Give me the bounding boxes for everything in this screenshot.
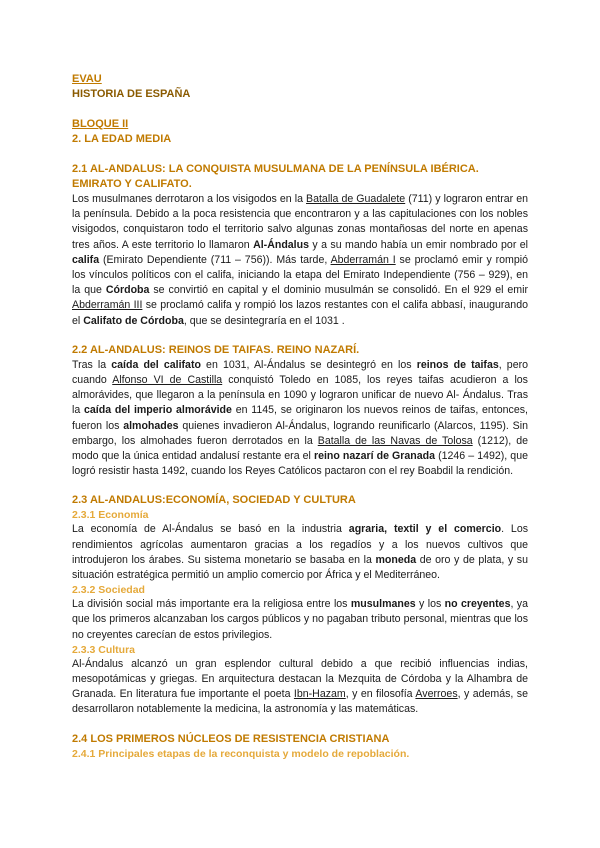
block-label: BLOQUE II — [72, 118, 129, 130]
section-2-2-paragraph: Tras la caída del califato en 1031, Al-Ándalus se desintegró en los reinos de taifas, pero cuando Alfonso VI de Castilla conquistó Toledo en 1085, los reyes taifas acudieron a los almorávides, que llegaron a la península en 1090 y lograron unificar de nuevo Al- Ándalus. Tras la caída del imperio almorávide en 1145, se originaron los nuevos reinos de taifas, entonces, fueron los almohades quienes invadieron Al-Ándalus, logrando reunificarlo (Alarcos, 1195). Sin embargo, los almohades fueron derrotados en la Batalla de las Navas de Tolosa (1212), de modo que la única entidad andalusí restante era el reino nazarí de Granada (1246 – 1492), que logró resistir hasta 1492, cuando los Reyes Católicos pactaron con el rey Boabdil la rendición. — [72, 358, 528, 478]
section-2-1-title: 2.1 AL-ANDALUS: LA CONQUISTA MUSULMANA DE LA PENÍNSULA IBÉRICA. — [72, 163, 479, 175]
document-content — [72, 72, 528, 761]
section-2-1-title-cont: EMIRATO Y CALIFATO. — [72, 178, 192, 190]
unit-title: 2. LA EDAD MEDIA — [72, 133, 172, 145]
section-2-3-title: 2.3 AL-ANDALUS:ECONOMÍA, SOCIEDAD Y CULTURA — [72, 494, 356, 507]
link-abderraman-i[interactable]: Abderramán I — [330, 253, 396, 266]
cultura-paragraph: Al-Ándalus alcanzó un gran esplendor cultural debido a que recibió influencias indias, mesopotámicas y griegas. En arquitectura destacan la Mezquita de Córdoba y la Alhambra de Granada. En literatura fue importante el poeta Ibn-Hazam, y en filosofía Averroes, y además, se desarrollaron notablemente la medicina, la astronomía y las matemáticas. — [72, 657, 528, 716]
link-abderraman-iii[interactable]: Abderramán III — [72, 299, 143, 312]
subsection-reconquista: 2.4.1 Principales etapas de la reconquista y modelo de repoblación. — [72, 747, 410, 760]
link-alfonso-vi[interactable]: Alfonso VI de Castilla — [112, 374, 223, 387]
section-2-1-paragraph: Los musulmanes derrotaron a los visigodos en la Batalla de Guadalete (711) y lograron entrar en la península. Debido a la poca resistencia que encontraron y a las capitulaciones con los nobles visigodos, conquistaron todo el territorio salvo algunas zonas montañosas del norte en apenas tres años. A este territorio lo llamaron Al-Ándalus y a su mando había un emir nombrado por el califa (Emirato Dependiente (711 – 756)). Más tarde, Abderramán I se proclamó emir y rompió los vínculos políticos con el califa, iniciando la etapa del Emirato Independiente (756 – 929), en la que Córdoba se convirtió en capital y el dominio musulmán se consolidó. En el 929 el emir Abderramán III se proclamó califa y rompió los lazos restantes con el califa abbasí, inaugurando el Califato de Córdoba, que se desintegraría en el 1031 . — [72, 193, 529, 327]
economia-paragraph: La economía de Al-Ándalus se basó en la industria agraria, textil y el comercio. Los rendimientos agrícolas aumentaron gracias a los regadíos y a los nuevos cultivos que introdujeron los árabes. Su sistema monetario se basaba en la moneda de oro y de plata, y su situación estratégica permitió un amplio comercio por África y el Mediterráneo. — [72, 523, 529, 582]
link-averroes[interactable]: Averroes — [415, 688, 458, 701]
subsection-cultura: 2.3.3 Cultura — [72, 643, 136, 656]
subject-title: HISTORIA DE ESPAÑA — [72, 88, 191, 100]
section-2-4-title: 2.4 LOS PRIMEROS NÚCLEOS DE RESISTENCIA CRISTIANA — [72, 732, 390, 745]
section-2-2-title: 2.2 AL-ANDALUS: REINOS DE TAIFAS. REINO NAZARÍ. — [72, 343, 360, 356]
link-guadalete[interactable]: Batalla de Guadalete — [306, 193, 406, 205]
subsection-sociedad: 2.3.2 Sociedad — [72, 584, 145, 597]
subsection-economia: 2.3.1 Economía — [72, 509, 149, 522]
sociedad-paragraph: La división social más importante era la religiosa entre los musulmanes y los no creyentes, ya que los primeros alcanzaban los cargos públicos y no pagaban tributo personal, mientras que los no creyentes carecían de estos privilegios. — [72, 598, 528, 641]
link-navas-de-tolosa[interactable]: Batalla de las Navas de Tolosa — [317, 434, 473, 447]
exam-label: EVAU — [72, 73, 102, 85]
link-ibn-hazam[interactable]: Ibn-Hazam — [293, 688, 346, 701]
